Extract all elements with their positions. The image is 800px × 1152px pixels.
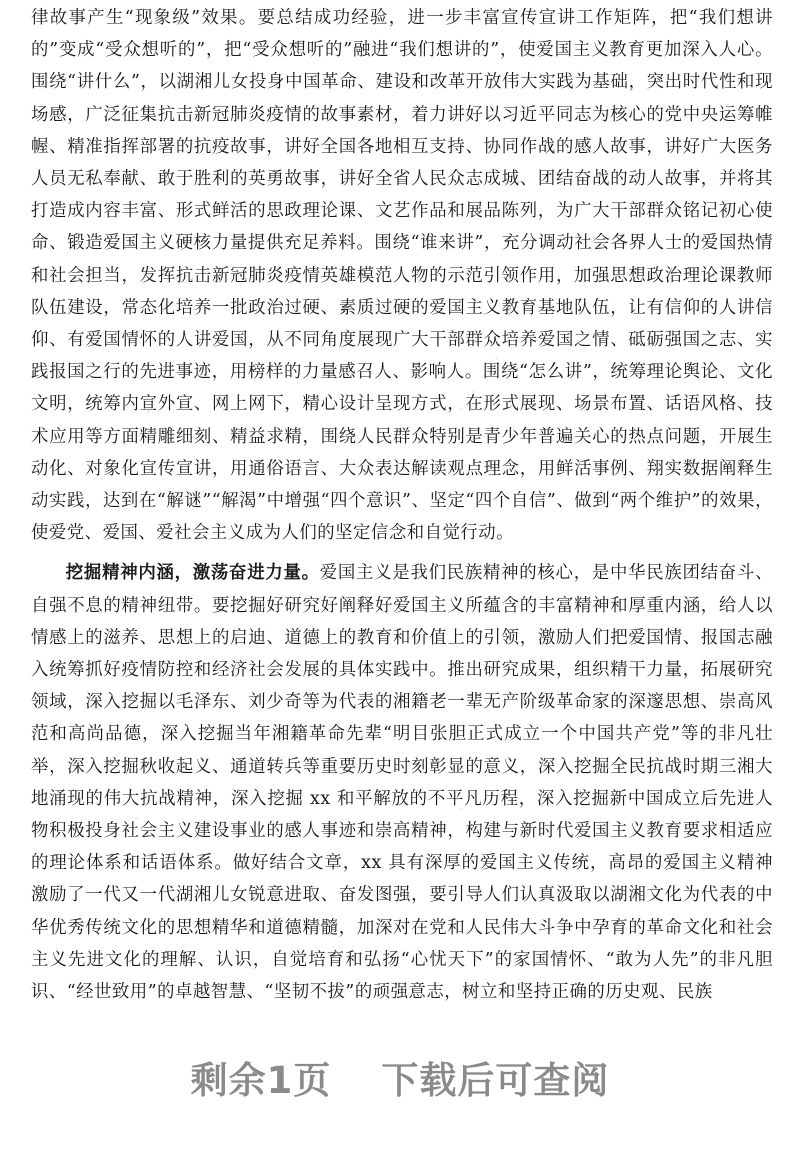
watermark: · · · · ·: [87, 788, 165, 882]
watermark: · · · · ·: [447, 328, 525, 422]
paragraph-2-heading: 挖掘精神内涵，激荡奋进力量。: [65, 563, 320, 584]
document-body: [31, 2, 773, 1008]
paragraph-2: [31, 557, 773, 1008]
download-prompt-banner[interactable]: [0, 1050, 800, 1104]
watermark: · · · · ·: [87, 398, 165, 492]
download-to-read-text: 下载后可查阅: [381, 1059, 610, 1102]
remaining-pages-text: 剩余1页: [190, 1059, 332, 1102]
paragraph-2-body: 爱国主义是我们民族精神的核心，是中华民族团结奋斗、自强不息的精神纽带。要挖掘好研究好阐释好爱国主义所蕴含的丰富精神和厚重内涵，给人以情感上的滋养、思想上的启迪、道德上的教育和价值上的引领，激励人们把爱国情、报国志融入统筹抓好疫情防控和经济社会发展的具体实践中。推出研究成果，组织精干力量，拓展研究领域，深入挖掘以毛泽东、刘少奇等为代表的湘籍老一辈无产阶级革命家的深邃思想、崇高风范和高尚品德，深入挖掘当年湘籍革命先辈“明目张胆正式成立一个中国共产党”等的非凡壮举，深入挖掘秋收起义、通道转兵等重要历史时刻彰显的意义，深入挖掘全民抗战时期三湘大地涌现的伟大抗战精神，深入挖掘 xx 和平解放的不平凡历程，深入挖掘新中国成立后先进人物积极投身社会主义建设事业的感人事迹和崇高精神，构建与新时代爱国主义教育要求相适应的理论体系和话语体系。做好结合文章，xx 具有深厚的爱国主义传统，高昂的爱国主义精神激励了一代又一代湖湘儿女锐意进取、奋发图强，要引导人们认真汲取以湖湘文化为代表的中华优秀传统文化的思想精华和道德精髓，加深对在党和人民伟大斗争中孕育的革命文化和社会主义先进文化的理解、认识，自觉培育和弘扬“心忧天下”的家国情怀、“敢为人先”的非凡胆识、“经世致用”的卓越智慧、“坚韧不拔”的顽强意志，树立和坚持正确的历史观、民族: [31, 563, 773, 1003]
paragraph-1: 律故事产生“现象级”效果。要总结成功经验，进一步丰富宣传宣讲工作矩阵，把“我们想讲的”变成“受众想听的”，把“受众想听的”融进“我们想讲的”，使爱国主义教育更加深入人心。围绕“讲什么”，以湖湘儿女投身中国革命、建设和改革开放伟大实践为基础，突出时代性和现场感，广泛征集抗击新冠肺炎疫情的故事素材，着力讲好以习近平同志为核心的党中央运筹帷幄、精准指挥部署的抗疫故事，讲好全国各地相互支持、协同作战的感人故事，讲好广大医务人员无私奉献、敢于胜利的英勇故事，讲好全省人民众志成城、团结奋战的动人故事，并将其打造成内容丰富、形式鲜活的思政理论课、文艺作品和展品陈列，为广大干部群众铭记初心使命、锻造爱国主义硬核力量提供充足养料。围绕“谁来讲”，充分调动社会各界人士的爱国热情和社会担当，发挥抗击新冠肺炎疫情英雄模范人物的示范引领作用，加强思想政治理论课教师队伍建设，常态化培养一批政治过硬、素质过硬的爱国主义教育基地队伍，让有信仰的人讲信仰、有爱国情怀的人讲爱国，从不同角度展现广大干部群众培养爱国之情、砥砺强国之志、实践报国之行的先进事迹，用榜样的力量感召人、影响人。围绕“怎么讲”，统筹理论舆论、文化文明，统筹内宣外宣、网上网下，精心设计呈现方式，在形式展现、场景布置、话语风格、技术应用等方面精雕细刻、精益求精，围绕人民群众特别是青少年普遍关心的热点问题，开展生动化、对象化宣传宣讲，用通俗语言、大众表达解读观点理念，用鲜活事例、翔实数据阐释生动实践，达到在“解谜”“解渴”中增强“四个意识”、坚定“四个自信”、做到“两个维护”的效果，使爱党、爱国、爱社会主义成为人们的坚定信念和自觉行动。: [31, 8, 773, 544]
watermark: · · · · ·: [447, 728, 525, 822]
